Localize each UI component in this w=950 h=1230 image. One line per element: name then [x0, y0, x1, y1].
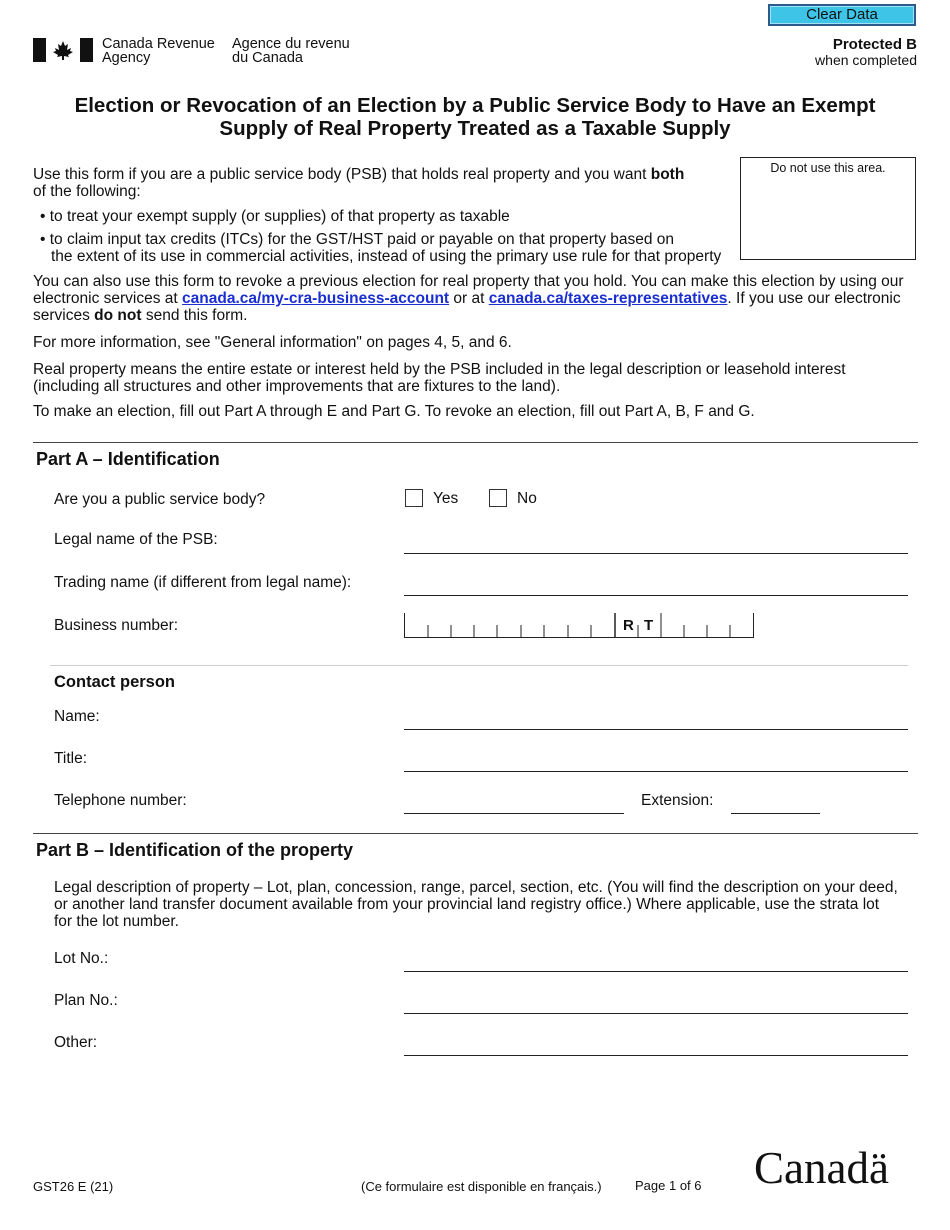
intro-paragraph-3: For more information, see "General information" on pages 4, 5, and 6.	[33, 334, 512, 351]
plan-number-label: Plan No.:	[54, 992, 118, 1009]
agency-name-fr: Agence du revenu du Canada	[232, 36, 350, 66]
extension-label: Extension:	[641, 792, 714, 809]
clear-data-button[interactable]: Clear Data	[768, 4, 916, 26]
business-number-r: R	[623, 617, 634, 634]
contact-name-field[interactable]	[404, 729, 908, 730]
form-id: GST26 E (21)	[33, 1179, 114, 1194]
lot-number-field[interactable]	[404, 971, 908, 972]
psb-question-label: Are you a public service body?	[54, 491, 266, 508]
intro-paragraph-4: Real property means the entire estate or interest held by the PSB included in the legal description or leasehold interest (including all structures and other improvements that are fixtures to the land).	[33, 361, 846, 395]
psb-yes-label: Yes	[433, 490, 459, 507]
contact-person-heading: Contact person	[54, 673, 176, 691]
contact-title-field[interactable]	[404, 771, 908, 772]
property-description-text: Legal description of property – Lot, plan, concession, range, parcel, section, etc. (You will find the description on your deed, or another land transfer document available from your provincial land registry office.) Where applicable, use the strata lot for the lot number.	[54, 879, 898, 930]
page-number: Page 1 of 6	[635, 1178, 702, 1193]
french-availability-note: (Ce formulaire est disponible en français.)	[361, 1179, 602, 1194]
lot-number-label: Lot No.:	[54, 950, 109, 967]
agency-name-en: Canada Revenue Agency	[102, 36, 215, 66]
contact-divider	[50, 665, 908, 666]
extension-field[interactable]	[731, 813, 820, 814]
do-not-use-area: Do not use this area.	[740, 157, 916, 260]
intro-paragraph-2: You can also use this form to revoke a previous election for real property that you hold. You can make this election by using our electronic services at canada.ca/my-cra-business-account or at canada.ca/taxes-representatives. If you use our electronic services do not send this form.	[33, 273, 904, 324]
intro-paragraph-1: Use this form if you are a public service body (PSB) that holds real property and you want both of the following:	[33, 166, 685, 200]
telephone-field[interactable]	[404, 813, 624, 814]
business-number-field[interactable]	[404, 613, 754, 638]
part-b-heading: Part B – Identification of the property	[36, 840, 354, 860]
other-field[interactable]	[404, 1055, 908, 1056]
legal-name-label: Legal name of the PSB:	[54, 531, 218, 548]
page-title: Election or Revocation of an Election by a Public Service Body to Have an Exempt Supply of Real Property Treated as a Taxable Supply	[74, 94, 876, 140]
business-number-label: Business number:	[54, 617, 179, 634]
psb-no-label: No	[517, 490, 537, 507]
contact-name-label: Name:	[54, 708, 100, 725]
telephone-label: Telephone number:	[54, 792, 187, 809]
section-divider	[33, 833, 918, 834]
trading-name-field[interactable]	[404, 595, 908, 596]
legal-name-field[interactable]	[404, 553, 908, 554]
intro-bullet-1: • to treat your exempt supply (or supplies) of that property as taxable	[40, 208, 510, 225]
intro-paragraph-5: To make an election, fill out Part A through E and Part G. To revoke an election, fill out Part A, B, F and G.	[33, 403, 755, 420]
other-label: Other:	[54, 1034, 98, 1051]
canada-flag-icon	[33, 38, 93, 62]
psb-yes-checkbox[interactable]	[405, 489, 423, 507]
canada-wordmark: Canadä	[754, 1143, 889, 1193]
business-number-t: T	[644, 617, 654, 634]
section-divider	[33, 442, 918, 443]
plan-number-field[interactable]	[404, 1013, 908, 1014]
psb-no-checkbox[interactable]	[489, 489, 507, 507]
intro-bullet-2: • to claim input tax credits (ITCs) for the GST/HST paid or payable on that property based on the extent of its use in commercial activities, instead of using the primary use rule for that property	[40, 231, 722, 265]
trading-name-label: Trading name (if different from legal name):	[54, 574, 352, 591]
taxes-representatives-link[interactable]: canada.ca/taxes-representatives	[488, 290, 728, 307]
protected-b-notice: Protected B when completed	[815, 36, 917, 68]
part-a-heading: Part A – Identification	[36, 449, 220, 469]
contact-title-label: Title:	[54, 750, 88, 767]
my-cra-business-account-link[interactable]: canada.ca/my-cra-business-account	[182, 290, 450, 307]
